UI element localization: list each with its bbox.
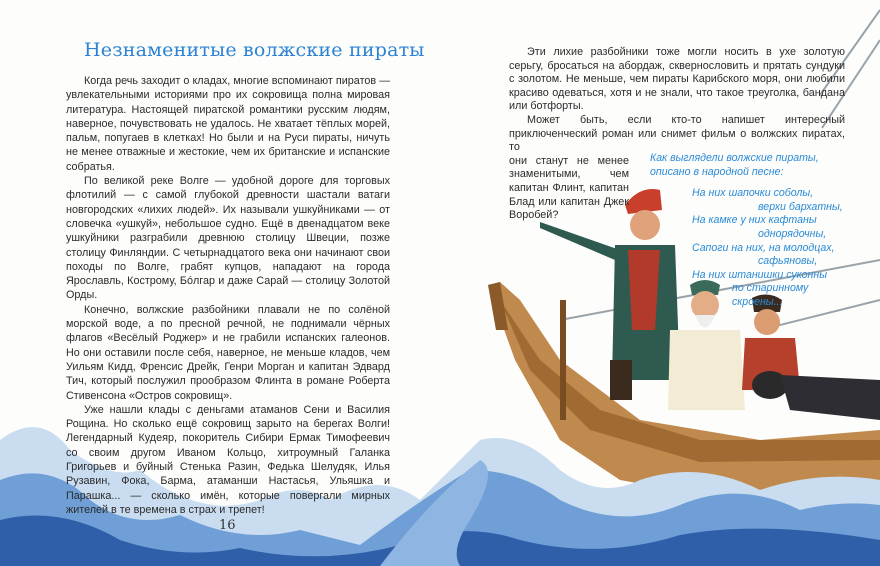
- song-line: Сапоги на них, на молодцах,: [692, 241, 835, 254]
- song-line: сафьяновы,: [758, 255, 818, 268]
- paragraph: Уже нашли клады с деньгами атаманов Сени и Василия Рощина. Но сколько ещё сокровищ зарыто на берегах Волги! Легендарный Кудеяр, покоритель Сибири Ермак Тимофеевич со своим другом Иваном Кольцо, хитроумный Галанка Григорьев и буйный Стенька Разин, Федька Шелудяк, Илья Рузавин, Фока, Барма, атаманши Настасья, Ульяшка и Парашка... — сколько имён, которые повергали мирных жителей в те времена в страх и трепет!: [66, 403, 390, 516]
- folk-song-sidebar: [650, 152, 855, 310]
- song-intro: Как выглядели волжские пираты, описано в народной песне:: [650, 152, 819, 178]
- paragraph: они станут не менее знаменитыми, чем капитан Флинт, капитан Блад или капитан Джек Воробей?: [509, 154, 629, 222]
- song-verse: [650, 187, 855, 309]
- song-line: На них штанишки суконны: [692, 268, 828, 281]
- song-line: по старинному скроены...: [732, 282, 809, 308]
- song-line: На камке у них кафтаны: [692, 214, 817, 227]
- song-line: На них шапочки соболы,: [692, 187, 814, 200]
- paragraph: Конечно, волжские разбойники плавали не по солёной морской воде, а по пресной речной, не поднимали чёрных флагов «Весёлый Роджер» и не грабили испанских галеонов. Но они оставили после себя, наверное, не меньше кладов, чем Уильям Кидд, Френсис Дрейк, Генри Морган и капитан Эдвард Тич, который послужил прообразом Флинта в романе Роберта Стивенсона «Остров сокровищ».: [66, 303, 390, 402]
- paragraph: Может быть, если кто-то напишет интересный приключенческий роман или снимет фильм о волжских пиратах, то: [509, 113, 845, 154]
- paragraph: Эти лихие разбойники тоже могли носить в ухе золотую серьгу, бросаться на абордаж, сквернословить и прятать сундуки с золотом. Не меньше, чем пираты Карибского моря, они любили красиво одеваться, хотя и не знали, что такое треуголка, бандана или ботфорты.: [509, 46, 845, 113]
- paragraph: Когда речь заходит о кладах, многие вспоминают пиратов — увлекательными историями про их сокровища полна мировая литература. Настоящей пиратской романтики русским людям, наверное, почувствовать не удалось. Не хватает тёплых морей, пальм, попугаев в клетках! Но были и на Руси пираты, ничуть не менее отважные и жестокие, чем их британские и испанские собратья.: [66, 75, 390, 173]
- song-line: верхи бархатны,: [758, 200, 843, 213]
- paragraph: По великой реке Волге — удобной дороге для торговых флотилий — с самой глубокой древности шастали ватаги новгородских «лихих людей». Их называли ушкуйниками — от словечка «ушкуй», небольшое судно. Ещё в двенадцатом веке ушкуйники разграбили древнюю столицу Швеции, позже столицу Финляндии. С четырнадцатого века они начинают свои походы по Волге, грабят купцов, нападают на города Ярославль, Кострому, Бóлгар и даже Сарай — столицу Золотой Орды.: [66, 175, 390, 302]
- right-column-continuation: [509, 155, 629, 223]
- page-title: Незнаменитые волжские пираты: [84, 39, 425, 61]
- song-line: однорядочны,: [758, 227, 827, 240]
- left-column-text: [66, 74, 390, 517]
- pirate-lying: [752, 371, 880, 420]
- page-number: 16: [219, 518, 236, 533]
